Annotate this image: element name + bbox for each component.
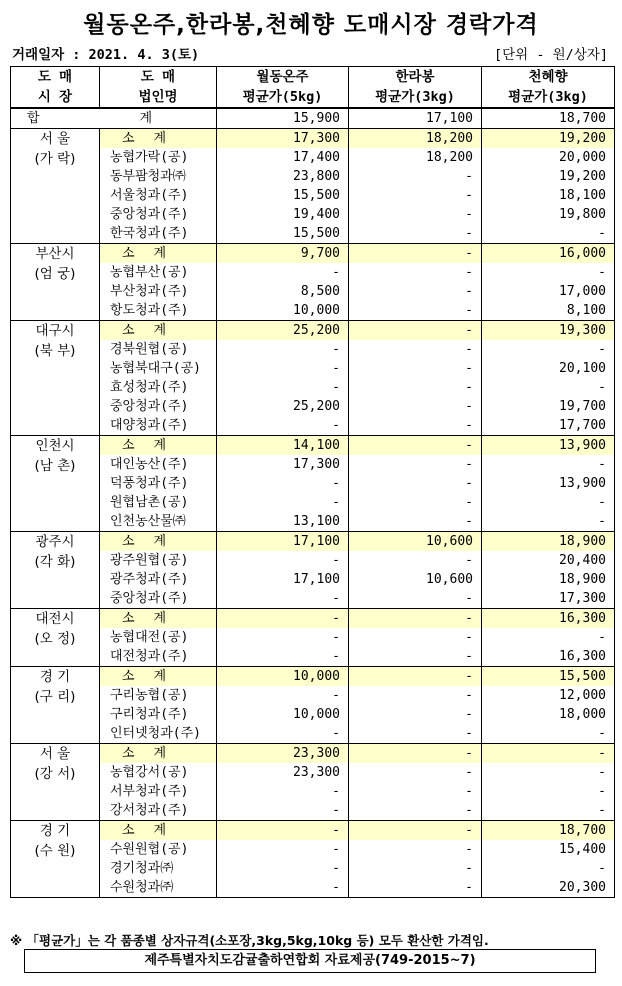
market-name: 광주시 (각 화) <box>11 532 100 609</box>
price-col2: - <box>349 744 482 764</box>
price-col1: 25,200 <box>217 397 349 416</box>
price-col3: 16,300 <box>482 609 615 629</box>
price-col3: 17,000 <box>482 282 615 301</box>
price-col2: - <box>349 686 482 705</box>
table-row <box>11 186 615 205</box>
price-col1: - <box>217 840 349 859</box>
price-col2: - <box>349 359 482 378</box>
corp-name: 농협가락(공) <box>100 148 217 167</box>
corp-name: 중앙청과(주) <box>100 397 217 416</box>
price-col1: - <box>217 474 349 493</box>
subtotal-row <box>11 436 615 456</box>
price-col1: 23,300 <box>217 744 349 764</box>
table-row <box>11 474 615 493</box>
subtotal-row <box>11 744 615 764</box>
table-row <box>11 628 615 647</box>
table-row <box>11 551 615 570</box>
price-col2: - <box>349 378 482 397</box>
price-col3: 16,000 <box>482 244 615 264</box>
price-col2: - <box>349 455 482 474</box>
price-col2: - <box>349 436 482 456</box>
table-row <box>11 378 615 397</box>
corp-name: 수원원협(공) <box>100 840 217 859</box>
table-row <box>11 359 615 378</box>
price-col3: 18,100 <box>482 186 615 205</box>
price-col1: - <box>217 609 349 629</box>
price-col3: 17,700 <box>482 416 615 436</box>
price-col2: - <box>349 724 482 744</box>
header-col1: 월동온주 <box>217 67 349 88</box>
price-col2: 18,200 <box>349 148 482 167</box>
price-col2: - <box>349 705 482 724</box>
price-col3: - <box>482 724 615 744</box>
price-col2: - <box>349 512 482 532</box>
corp-name: 경북원협(공) <box>100 340 217 359</box>
subtotal-label: 소 계 <box>100 244 217 264</box>
table-row <box>11 705 615 724</box>
header-col2-2: 평균가(3kg) <box>349 87 482 108</box>
price-col2: - <box>349 840 482 859</box>
price-col1: 17,400 <box>217 148 349 167</box>
price-col2: - <box>349 551 482 570</box>
price-col3: 20,400 <box>482 551 615 570</box>
price-col3: - <box>482 493 615 512</box>
market-name: 대전시 (오 정) <box>11 609 100 667</box>
table-row <box>11 493 615 512</box>
table-row <box>11 263 615 282</box>
corp-name: 서울청과(주) <box>100 186 217 205</box>
price-col2: 18,200 <box>349 129 482 149</box>
corp-name: 농협강서(공) <box>100 763 217 782</box>
header-col3-2: 평균가(3kg) <box>482 87 615 108</box>
price-col3: 19,200 <box>482 167 615 186</box>
table-row <box>11 340 615 359</box>
price-col1: - <box>217 378 349 397</box>
table-row <box>11 301 615 321</box>
price-col1: 10,000 <box>217 667 349 687</box>
table-row <box>11 205 615 224</box>
market-name: 부산시 (엄 궁) <box>11 244 100 321</box>
price-col3: 8,100 <box>482 301 615 321</box>
corp-name: 효성청과(주) <box>100 378 217 397</box>
corp-name: 원협남촌(공) <box>100 493 217 512</box>
price-col2: - <box>349 321 482 341</box>
price-col2: - <box>349 224 482 244</box>
corp-name: 농협북대구(공) <box>100 359 217 378</box>
header-market-2: 시 장 <box>11 87 100 108</box>
table-row <box>11 416 615 436</box>
price-col1: - <box>217 821 349 841</box>
price-col1: 10,000 <box>217 705 349 724</box>
price-col3: 15,400 <box>482 840 615 859</box>
subtotal-row <box>11 609 615 629</box>
header-col2: 한라봉 <box>349 67 482 88</box>
price-col1: 23,300 <box>217 763 349 782</box>
price-col2: - <box>349 282 482 301</box>
table-row <box>11 724 615 744</box>
table-row <box>11 148 615 167</box>
price-col3: 15,500 <box>482 667 615 687</box>
price-col1: - <box>217 416 349 436</box>
price-col2: - <box>349 340 482 359</box>
price-col3: - <box>482 744 615 764</box>
price-col1: - <box>217 686 349 705</box>
header-market: 도 매 <box>11 67 100 88</box>
price-col3: - <box>482 782 615 801</box>
corp-name: 농협대전(공) <box>100 628 217 647</box>
table-row <box>11 840 615 859</box>
price-col3: 20,000 <box>482 148 615 167</box>
table-row <box>11 763 615 782</box>
subtotal-label: 소 계 <box>100 321 217 341</box>
price-col3: - <box>482 340 615 359</box>
total-col3: 18,700 <box>482 108 615 129</box>
price-col3: - <box>482 801 615 821</box>
subtotal-label: 소 계 <box>100 129 217 149</box>
price-col1: - <box>217 782 349 801</box>
market-name: 경 기 (수 원) <box>11 821 100 898</box>
price-col2: - <box>349 763 482 782</box>
corp-name: 부산청과(주) <box>100 282 217 301</box>
price-col2: - <box>349 878 482 898</box>
price-col2: - <box>349 821 482 841</box>
price-col1: 17,100 <box>217 532 349 552</box>
price-col3: 19,200 <box>482 129 615 149</box>
price-col2: - <box>349 647 482 667</box>
table-row <box>11 455 615 474</box>
price-col2: 10,600 <box>349 570 482 589</box>
price-col2: - <box>349 167 482 186</box>
table-row <box>11 647 615 667</box>
table-row <box>11 859 615 878</box>
corp-name: 대양청과(주) <box>100 416 217 436</box>
price-table <box>10 66 615 898</box>
market-name: 서 울 (가 락) <box>11 129 100 244</box>
price-col3: - <box>482 859 615 878</box>
price-col2: - <box>349 474 482 493</box>
price-col1: 10,000 <box>217 301 349 321</box>
price-col2: - <box>349 416 482 436</box>
price-col1: - <box>217 878 349 898</box>
price-col1: - <box>217 359 349 378</box>
price-col3: - <box>482 455 615 474</box>
price-col3: - <box>482 628 615 647</box>
price-col3: - <box>482 224 615 244</box>
corp-name: 서부청과(주) <box>100 782 217 801</box>
table-row <box>11 589 615 609</box>
price-col1: 13,100 <box>217 512 349 532</box>
price-col3: - <box>482 763 615 782</box>
header-col1-2: 평균가(5kg) <box>217 87 349 108</box>
price-col3: - <box>482 512 615 532</box>
price-col2: - <box>349 244 482 264</box>
price-col2: - <box>349 589 482 609</box>
price-col3: 19,800 <box>482 205 615 224</box>
table-row <box>11 224 615 244</box>
subtotal-label: 소 계 <box>100 667 217 687</box>
total-col1: 15,900 <box>217 108 349 129</box>
corp-name: 광주청과(주) <box>100 570 217 589</box>
corp-name: 인터넷청과(주) <box>100 724 217 744</box>
price-col2: - <box>349 263 482 282</box>
market-name: 경 기 (구 리) <box>11 667 100 744</box>
price-col1: - <box>217 859 349 878</box>
price-col1: 17,300 <box>217 455 349 474</box>
table-row <box>11 397 615 416</box>
corp-name: 한국청과(주) <box>100 224 217 244</box>
price-col1: - <box>217 493 349 512</box>
total-row <box>11 108 615 129</box>
price-col3: 18,700 <box>482 821 615 841</box>
price-col3: 20,300 <box>482 878 615 898</box>
corp-name: 중앙청과(주) <box>100 205 217 224</box>
price-col1: 14,100 <box>217 436 349 456</box>
table-row <box>11 167 615 186</box>
price-col1: - <box>217 263 349 282</box>
subtotal-label: 소 계 <box>100 436 217 456</box>
price-col2: - <box>349 301 482 321</box>
subtotal-row <box>11 821 615 841</box>
subtotal-row <box>11 244 615 264</box>
price-col3: 13,900 <box>482 474 615 493</box>
market-name: 대구시 (북 부) <box>11 321 100 436</box>
price-col2: - <box>349 782 482 801</box>
corp-name: 구리농협(공) <box>100 686 217 705</box>
unit-label: [단위 - 원/상자] <box>494 47 608 63</box>
subtotal-row <box>11 129 615 149</box>
price-col3: 13,900 <box>482 436 615 456</box>
price-col2: - <box>349 186 482 205</box>
price-col2: - <box>349 397 482 416</box>
price-col1: 15,500 <box>217 186 349 205</box>
price-col3: - <box>482 378 615 397</box>
total-col2: 17,100 <box>349 108 482 129</box>
header-col3: 천혜향 <box>482 67 615 88</box>
price-col2: - <box>349 628 482 647</box>
price-col2: - <box>349 801 482 821</box>
table-row <box>11 282 615 301</box>
source-box: 제주특별자치도감귤출하연합회 자료제공(749-2015~7) <box>24 949 596 973</box>
price-col2: - <box>349 609 482 629</box>
price-col3: 19,700 <box>482 397 615 416</box>
price-col3: 17,300 <box>482 589 615 609</box>
price-col3: 19,300 <box>482 321 615 341</box>
corp-name: 구리청과(주) <box>100 705 217 724</box>
price-col1: 25,200 <box>217 321 349 341</box>
price-col3: 20,100 <box>482 359 615 378</box>
footnote: ※ 「평균가」는 각 품종별 상자규격(소포장,3kg,5kg,10kg 등) 모두 환산한 가격임. <box>10 933 489 948</box>
subtotal-label: 소 계 <box>100 744 217 764</box>
corp-name: 강서청과(주) <box>100 801 217 821</box>
table-row <box>11 686 615 705</box>
price-col1: 19,400 <box>217 205 349 224</box>
price-col3: 18,000 <box>482 705 615 724</box>
market-name: 인천시 (남 촌) <box>11 436 100 532</box>
price-col2: 10,600 <box>349 532 482 552</box>
header-corp-2: 법인명 <box>100 87 217 108</box>
corp-name: 동부팜청과㈜ <box>100 167 217 186</box>
table-row <box>11 801 615 821</box>
subtotal-label: 소 계 <box>100 821 217 841</box>
table-row <box>11 878 615 898</box>
subtotal-row <box>11 532 615 552</box>
price-col1: - <box>217 589 349 609</box>
header-corp: 도 매 <box>100 67 217 88</box>
price-col1: - <box>217 724 349 744</box>
subtotal-label: 소 계 <box>100 609 217 629</box>
corp-name: 대전청과(주) <box>100 647 217 667</box>
price-col1: - <box>217 340 349 359</box>
corp-name: 경기청과㈜ <box>100 859 217 878</box>
price-col3: 18,900 <box>482 532 615 552</box>
corp-name: 인천농산물㈜ <box>100 512 217 532</box>
price-col1: 17,300 <box>217 129 349 149</box>
price-col1: - <box>217 801 349 821</box>
corp-name: 대인농산(주) <box>100 455 217 474</box>
corp-name: 농협부산(공) <box>100 263 217 282</box>
corp-name: 수원청과㈜ <box>100 878 217 898</box>
price-col1: 23,800 <box>217 167 349 186</box>
table-row <box>11 570 615 589</box>
price-col2: - <box>349 493 482 512</box>
price-col2: - <box>349 667 482 687</box>
corp-name: 중앙청과(주) <box>100 589 217 609</box>
table-row <box>11 782 615 801</box>
corp-name: 광주원협(공) <box>100 551 217 570</box>
total-label: 합 계 <box>11 108 217 129</box>
price-col3: 16,300 <box>482 647 615 667</box>
price-col3: 12,000 <box>482 686 615 705</box>
corp-name: 덕풍청과(주) <box>100 474 217 493</box>
price-col1: - <box>217 647 349 667</box>
price-col1: 15,500 <box>217 224 349 244</box>
subtotal-row <box>11 667 615 687</box>
table-row <box>11 512 615 532</box>
price-col1: 17,100 <box>217 570 349 589</box>
subtotal-row <box>11 321 615 341</box>
price-col1: - <box>217 551 349 570</box>
price-col2: - <box>349 205 482 224</box>
subtotal-label: 소 계 <box>100 532 217 552</box>
price-col1: 8,500 <box>217 282 349 301</box>
market-name: 서 울 (강 서) <box>11 744 100 821</box>
price-col3: 18,900 <box>482 570 615 589</box>
price-col2: - <box>349 859 482 878</box>
price-col1: 9,700 <box>217 244 349 264</box>
page-title: 월동온주,한라봉,천혜향 도매시장 경락가격 <box>83 12 539 38</box>
price-col3: - <box>482 263 615 282</box>
price-col1: - <box>217 628 349 647</box>
corp-name: 항도청과(주) <box>100 301 217 321</box>
trade-date: 거래일자 : 2021. 4. 3(토) <box>12 47 200 63</box>
